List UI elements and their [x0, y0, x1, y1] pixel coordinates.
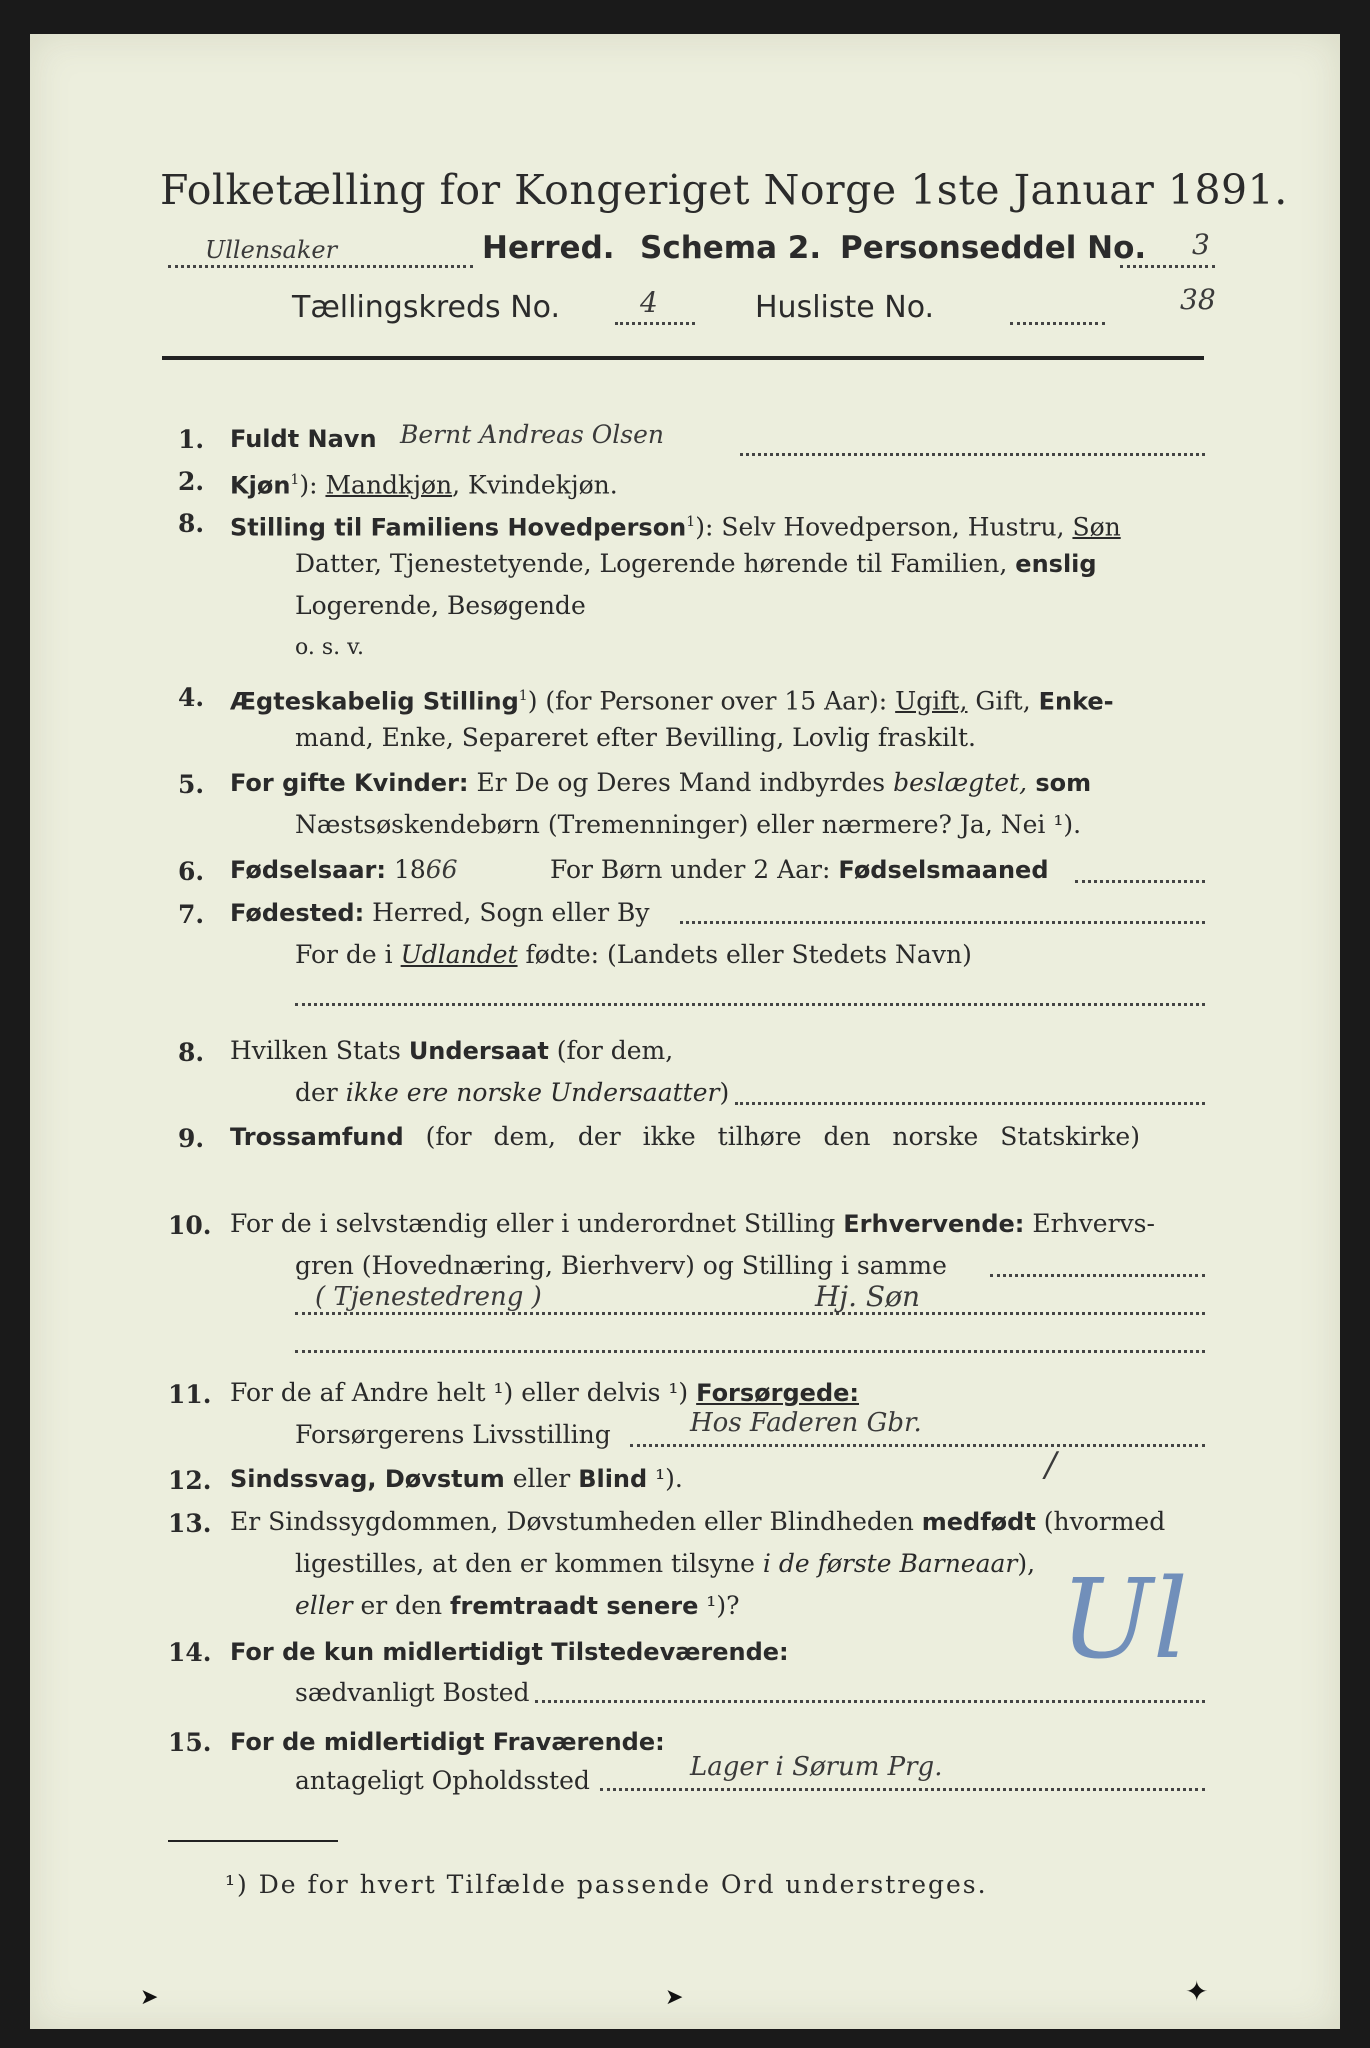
herred-label: Herred. [482, 230, 615, 266]
q6-dotted-line [1075, 880, 1205, 883]
q4-line2: mand, Enke, Separeret efter Bevilling, Lovlig fraskilt. [295, 723, 976, 752]
q3-number: 8. [178, 509, 205, 538]
q15-number: 15. [168, 1728, 212, 1757]
q5-line1: For gifte Kvinder: Er De og Deres Mand indbyrdes beslægtet, som [230, 768, 1092, 797]
q10-number: 10. [168, 1211, 212, 1240]
q13-line2: ligestilles, at den er kommen tilsyne i de første Barneaar), [295, 1549, 1036, 1578]
q12-line: Sindssvag, Døvstum eller Blind ¹). [230, 1464, 683, 1493]
q11-line2: Forsørgerens Livsstilling [295, 1420, 611, 1449]
personseddel-label: Personseddel No. [840, 230, 1147, 266]
q11-value: Hos Faderen Gbr. [690, 1408, 922, 1438]
q8-dotted-line [735, 1102, 1205, 1105]
q10-line1: For de i selvstændig eller i underordnet Stilling Erhvervende: Erhvervs- [230, 1209, 1155, 1238]
q2-mandkjon-underlined: Mandkjøn [325, 470, 453, 500]
personseddel-value: 3 [1192, 228, 1210, 261]
q5-number: 5. [178, 770, 205, 799]
q5-line2: Næstsøskendebørn (Tremenninger) eller nærmere? Ja, Nei ¹). [295, 810, 1082, 839]
q15-label: For de midlertidigt Fraværende: [230, 1728, 665, 1756]
q8-line1: Hvilken Stats Undersaat (for dem, [230, 1036, 674, 1065]
q10-dotted-line1 [990, 1274, 1205, 1277]
q7-dotted-line2 [295, 1003, 1205, 1006]
q10-dotted-line3 [295, 1350, 1205, 1353]
q3-line1: Stilling til Familiens Hovedperson$^1$): Selv Hovedperson, Hustru, Søn [230, 512, 1121, 542]
q2-text: Kjøn$^1$): Mandkjøn, Kvindekjøn. [230, 470, 618, 500]
q6-mid: For Børn under 2 Aar: Fødselsmaaned [550, 855, 1049, 884]
q3-son-underlined: Søn [1072, 512, 1121, 542]
header-divider [162, 356, 1204, 360]
q11-line1: For de af Andre helt ¹) eller delvis ¹) Forsørgede: [230, 1378, 860, 1407]
footnote: ¹) De for hvert Tilfælde passende Ord understreges. [225, 1870, 988, 1899]
q6-line: Fødselsaar: 1866 [230, 855, 458, 884]
taellingskreds-label: Tællingskreds No. [292, 290, 560, 325]
q10-line2: gren (Hovednæring, Bierhverv) og Stilling i samme [295, 1251, 947, 1280]
q2-number: 2. [178, 467, 205, 496]
q14-line2: sædvanligt Bosted [295, 1678, 530, 1707]
schema-label: Schema 2. [640, 230, 822, 266]
q6-year-value: 66 [425, 855, 458, 884]
q13-line1: Er Sindssygdommen, Døvstumheden eller Blindheden medfødt (hvormed [230, 1507, 1166, 1536]
q11-dotted-line [630, 1444, 1205, 1447]
q13-number: 13. [168, 1509, 212, 1538]
herred-value: Ullensaker [205, 236, 338, 264]
q14-number: 14. [168, 1638, 212, 1667]
form-title: Folketælling for Kongeriget Norge 1ste Januar 1891. [160, 166, 1288, 214]
q3-line3: Logerende, Besøgende [295, 591, 586, 620]
q4-number: 4. [178, 683, 205, 712]
q9-line: Trossamfund (for dem, der ikke tilhøre den norske Statskirke) [230, 1122, 1140, 1151]
q1-dotted-line [740, 453, 1205, 456]
q12-value: / [1045, 1445, 1057, 1485]
q10-dotted-line2 [295, 1312, 1205, 1315]
q9-number: 9. [178, 1124, 205, 1153]
husliste-dotted-line [1010, 322, 1105, 325]
q6-number: 6. [178, 857, 205, 886]
q13-line3: eller er den fremtraadt senere ¹)? [295, 1591, 740, 1620]
q14-label: For de kun midlertidigt Tilstedeværende: [230, 1638, 789, 1666]
q7-line2: For de i Udlandet fødte: (Landets eller Stedets Navn) [295, 940, 972, 969]
q7-dotted-line1 [680, 921, 1205, 924]
q1-value: Bernt Andreas Olsen [400, 420, 665, 449]
q14-dotted-line [535, 1700, 1205, 1703]
q8-number: 8. [178, 1038, 205, 1067]
husliste-value: 38 [1180, 283, 1216, 316]
q7-number: 7. [178, 900, 205, 929]
q10-value1: ( Tjenestedreng ) [315, 1282, 542, 1312]
q11-number: 11. [168, 1380, 212, 1409]
herred-dotted-line [168, 265, 473, 268]
taellingskreds-value: 4 [640, 286, 658, 319]
q15-line2: antageligt Opholdssted [295, 1766, 590, 1795]
taellingskreds-dotted-line [615, 322, 695, 325]
blue-pencil-mark: Ul [1060, 1555, 1188, 1683]
personseddel-dotted-line [1120, 265, 1215, 268]
q4-ugift-underlined: Ugift, [895, 686, 968, 716]
footnote-rule [168, 1840, 338, 1842]
q1-number: 1. [178, 425, 205, 454]
q3-line4: o. s. v. [295, 635, 364, 660]
q15-dotted-line [600, 1788, 1205, 1791]
q1-label: Fuldt Navn [230, 425, 377, 453]
q15-value: Lager i Sørum Prg. [690, 1752, 943, 1782]
bottom-mark-center: ➤ [665, 1985, 684, 2010]
q10-value2: Hj. Søn [815, 1280, 920, 1313]
q4-line1: Ægteskabelig Stilling$^1$) (for Personer over 15 Aar): Ugift, Gift, Enke- [230, 686, 1114, 716]
bottom-mark-left: ➤ [140, 1985, 159, 2010]
husliste-label: Husliste No. [755, 290, 935, 325]
bottom-mark-right: ✦ [1185, 1975, 1209, 2008]
q3-line2: Datter, Tjenestetyende, Logerende hørende til Familien, enslig [295, 549, 1097, 578]
census-form-sheet [30, 34, 1340, 2029]
q8-line2: der ikke ere norske Undersaatter) [295, 1078, 730, 1107]
q7-line1: Fødested: Herred, Sogn eller By [230, 898, 650, 927]
q12-number: 12. [168, 1466, 212, 1495]
